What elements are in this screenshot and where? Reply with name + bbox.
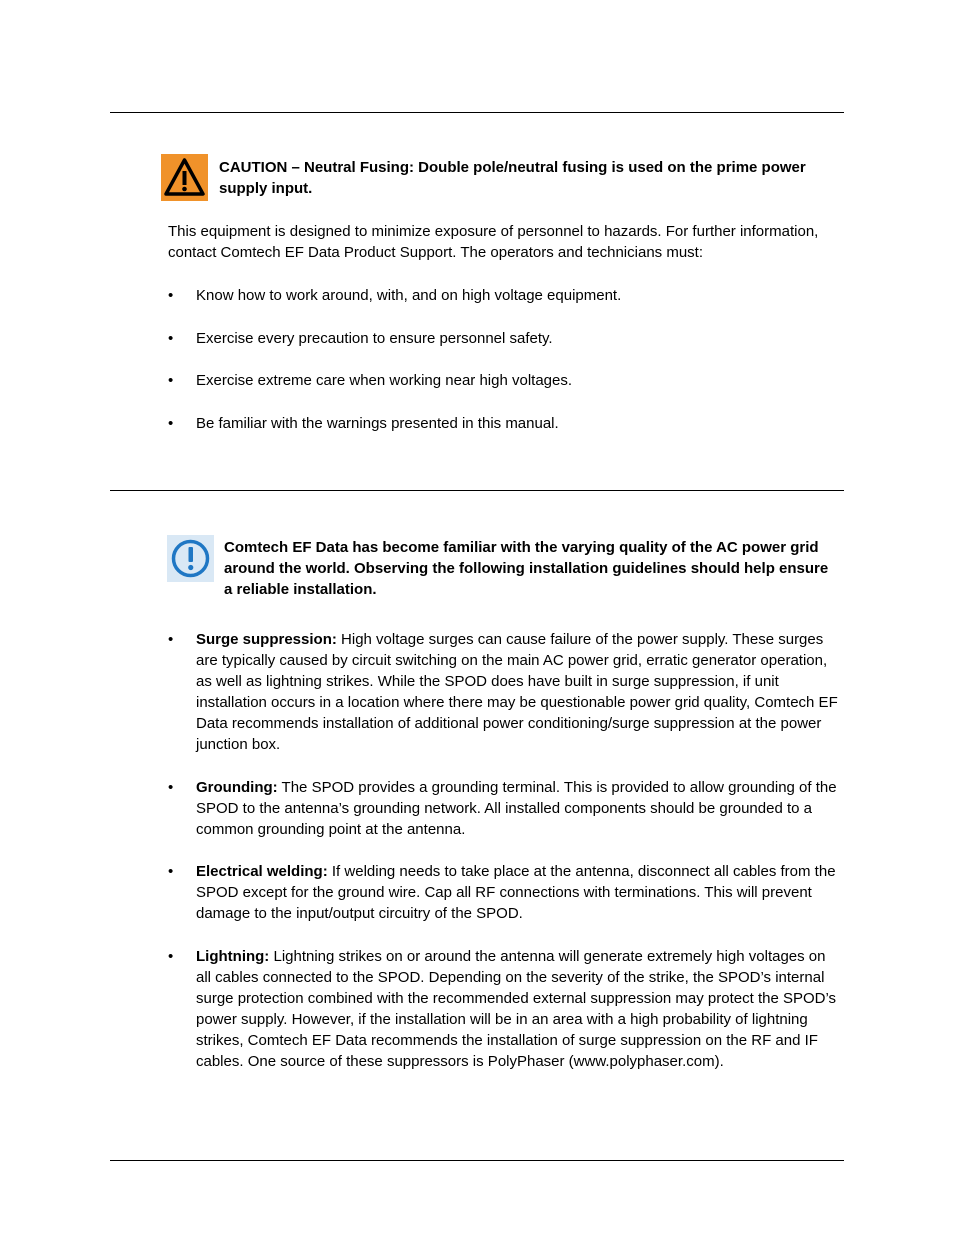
list-item [168, 370, 844, 391]
list-item [168, 629, 844, 755]
list-item [168, 946, 844, 1072]
list-item-term: Grounding: [196, 779, 278, 796]
list-item [168, 777, 844, 840]
caution-text: CAUTION – Neutral Fusing: Double pole/neutral fusing is used on the prime power supply input. [219, 159, 806, 197]
list-item-text: High voltage surges can cause failure of the power supply. These surges are typically caused by circuit switching on the main AC power grid, erratic generator operation, as well as lightning strikes. While the SPOD does have built in surge suppression, if unit installation occurs in a location where there may be questionable power grid quality, Comtech EF Data recommends installation of additional power conditioning/surge suppression at the power junction box. [196, 631, 838, 753]
list-item-text: Know how to work around, with, and on high voltage equipment. [196, 287, 622, 304]
bullet-icon: • [168, 863, 174, 880]
bullet-icon: • [168, 372, 174, 389]
list-item [168, 328, 844, 349]
list-item-text: Lightning strikes on or around the antenna will generate extremely high voltages on all cables connected to the SPOD. Depending on the severity of the strike, the SPOD’s internal surge protection combined with the recommended external suppression may protect the SPOD’s power supply. However, if the installation will be in an area with a high probability of lightning strikes, Comtech EF Data recommends the installation of surge suppression on the RF and IF cables. One source of these suppressors is PolyPhaser (www.polyphaser.com). [196, 948, 837, 1070]
list-item-text: Be familiar with the warnings presented in this manual. [196, 415, 559, 432]
list-item-text: Exercise extreme care when working near high voltages. [196, 372, 573, 389]
list-item [168, 413, 844, 434]
warning-triangle-icon [161, 154, 208, 201]
bullet-icon: • [168, 631, 174, 648]
list-item-text: The SPOD provides a grounding terminal. This is provided to allow grounding of the SPOD to the antenna’s grounding network. All installed components should be grounded to a common grounding point at the antenna. [196, 779, 837, 838]
note-text: Comtech EF Data has become familiar with the varying quality of the AC power grid around the world. Observing the following installation guidelines should help ensure a reliable installation. [224, 539, 829, 598]
bullet-icon: • [168, 779, 174, 796]
list-item-term: Electrical welding: [196, 863, 328, 880]
list-item-term: Surge suppression: [196, 631, 337, 648]
info-circle-icon [167, 535, 214, 582]
bullet-icon: • [168, 415, 174, 432]
bullet-icon: • [168, 948, 174, 965]
bullet-icon: • [168, 330, 174, 347]
top-rule [110, 112, 844, 113]
bottom-rule [110, 1160, 844, 1161]
section-rule [110, 490, 844, 491]
list-item-text: If welding needs to take place at the antenna, disconnect all cables from the SPOD except for the ground wire. Cap all RF connections with terminations. This will prevent damage to the input/output circuitry of the SPOD. [196, 863, 836, 922]
list-item [168, 285, 844, 306]
list-item [168, 861, 844, 924]
list-item-term: Lightning: [196, 948, 270, 965]
bullet-icon: • [168, 287, 174, 304]
list-item-text: Exercise every precaution to ensure personnel safety. [196, 330, 553, 347]
intro-paragraph: This equipment is designed to minimize exposure of personnel to hazards. For further information, contact Comtech EF Data Product Support. The operators and technicians must: [168, 223, 819, 261]
